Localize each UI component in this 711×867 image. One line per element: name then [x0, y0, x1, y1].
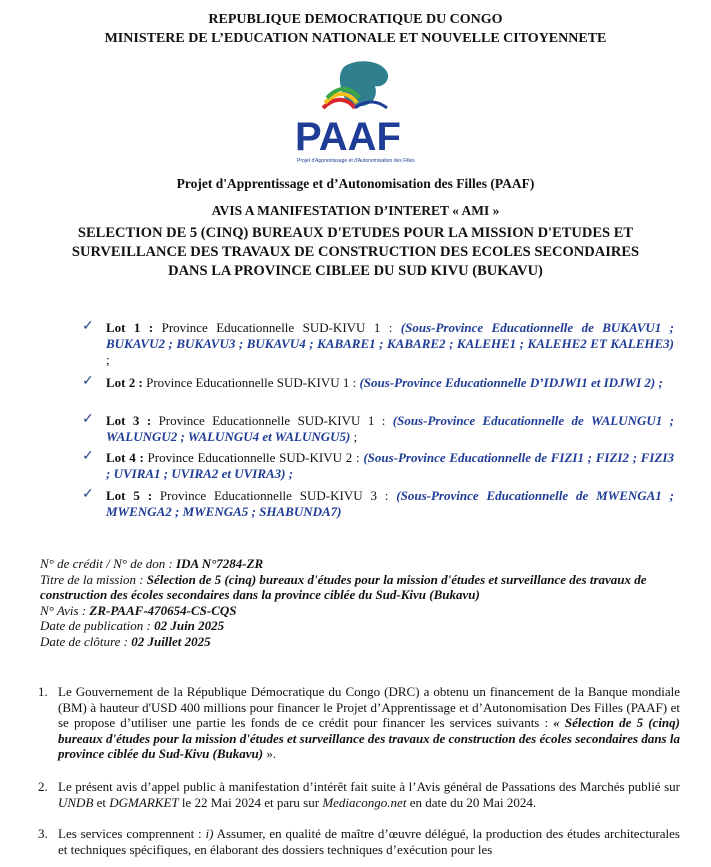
lot-detail: (Sous-Province Educationnelle de BUKAVU1 ; BUKAVU2 ; BUKAVU3 ; BUKAVU4 ; KABARE1 ; KABARE2 ; KALEHE1 ; KALEHE2 ET KALEHE3): [106, 320, 674, 351]
lot-detail: (Sous-Province Educationnelle de WALUNGU1 ; WALUNGU2 ; WALUNGU4 et WALUNGU5): [106, 413, 674, 444]
publication-date: Date de publication : 02 Juin 2025: [40, 618, 225, 633]
lot-item: [84, 413, 674, 445]
lot-end: ;: [106, 352, 110, 367]
notice-type: AVIS A MANIFESTATION D’INTERET « AMI »: [211, 203, 500, 218]
lot-label: Lot 1 :: [106, 320, 154, 335]
lot-province: Province Educationnelle SUD-KIVU 1 :: [151, 413, 393, 428]
lot-label: Lot 4 :: [106, 450, 144, 465]
lot-item: [84, 375, 674, 391]
notice-number: N° Avis : ZR-PAAF-470654-CS-CQS: [40, 602, 237, 618]
selection-title: [0, 224, 711, 281]
lot-detail: (Sous-Province Educationnelle de MWENGA1 ; MWENGA2 ; MWENGA5 ; SHABUNDA7): [106, 488, 674, 519]
logo-tagline: Projet d'Apprentissage et d'Autonomisation des Filles: [297, 158, 415, 164]
paragraph-2: 2. Le présent avis d’appel public à manifestation d’intérêt fait suite à l’Avis général de Passations des Marchés publié sur UNDB et DGMARKET le 22 Mai 2024 et paru sur Mediacongo.net en date du 20 Mai 2024.: [38, 779, 680, 810]
selection-title-line2: SURVEILLANCE DES TRAVAUX DE CONSTRUCTION DES ECOLES SECONDAIRES: [71, 244, 640, 260]
lot-label: Lot 2 :: [106, 375, 143, 390]
header-republic: REPUBLIQUE DEMOCRATIQUE DU CONGO: [208, 12, 503, 27]
checkmark-icon: ✓: [82, 449, 94, 464]
credit-info: [40, 556, 680, 649]
checkmark-icon: ✓: [82, 487, 94, 502]
paragraph-number: 1.: [38, 684, 48, 699]
lot-label: Lot 5 :: [106, 488, 153, 503]
credit-number: N° de crédit / N° de don : IDA N°7284-ZR: [40, 556, 264, 571]
header-ministry: MINISTERE DE L’EDUCATION NATIONALE ET NOUVELLE CITOYENNETE: [104, 31, 607, 46]
paragraph-3: 3. Les services comprennent : i) Assumer, en qualité de maître d’œuvre délégué, la production des études architecturales et techniques spécifiques, en élaborant des dossiers techniques d’exécution pour les: [38, 826, 680, 857]
project-title: Projet d'Apprentissage et d’Autonomisation des Filles (PAAF): [176, 176, 535, 191]
lot-province: Province Educationnelle SUD-KIVU 1 :: [142, 375, 360, 390]
logo-wordmark: PAAF: [295, 115, 401, 159]
lot-province: Province Educationnelle SUD-KIVU 1 :: [153, 320, 401, 335]
checkmark-icon: ✓: [82, 374, 94, 389]
closing-date: Date de clôture : 02 Juillet 2025: [40, 633, 211, 649]
checkmark-icon: ✓: [82, 412, 94, 427]
selection-title-line3: DANS LA PROVINCE CIBLEE DU SUD KIVU (BUKAVU): [168, 263, 543, 279]
paaf-logo-graphic: [283, 58, 433, 168]
paragraph-1: 1. Le Gouvernement de la République Démocratique du Congo (DRC) a obtenu un financement de la Banque mondiale (BM) à hauteur d'USD 400 millions pour financer le Projet d’Apprentissage et d’Autonomisation Des Filles (PAAF) et se propose d’utiliser une partie les fonds de ce crédit pour financer les services suivants : « Sélection de 5 (cinq) bureaux d'études pour la mission d'études et surveillance des travaux de construction des écoles secondaires dans la province ciblée du Sud-Kivu (Bukavu) ».: [38, 684, 680, 761]
paragraph-number: 2.: [38, 779, 48, 794]
lot-province: Province Educationnelle SUD-KIVU 3 :: [152, 488, 397, 503]
paragraph-number: 3.: [38, 826, 48, 841]
paaf-logo: [283, 58, 433, 168]
lot-item: [84, 320, 674, 368]
lot-detail: (Sous-Province Educationnelle D’IDJWI1 et IDJWI 2) ;: [359, 375, 663, 390]
selection-title-line1: SELECTION DE 5 (CINQ) BUREAUX D'ETUDES POUR LA MISSION D'ETUDES ET: [77, 225, 634, 241]
lot-item: [84, 488, 674, 520]
lot-end: ;: [350, 429, 358, 444]
lot-label: Lot 3 :: [106, 413, 152, 428]
mission-title: Titre de la mission : Sélection de 5 (cinq) bureaux d'études pour la mission d'études et surveillance des travaux de construction des écoles secondaires dans la province ciblée du Sud-Kivu (Bukavu): [40, 571, 647, 602]
lot-detail: (Sous-Province Educationnelle de FIZI1 ; FIZI2 ; FIZI3 ; UVIRA1 ; UVIRA2 et UVIRA3) ;: [106, 450, 674, 481]
lot-item: [84, 450, 674, 482]
checkmark-icon: ✓: [82, 319, 94, 334]
lot-province: Province Educationnelle SUD-KIVU 2 :: [143, 450, 364, 465]
